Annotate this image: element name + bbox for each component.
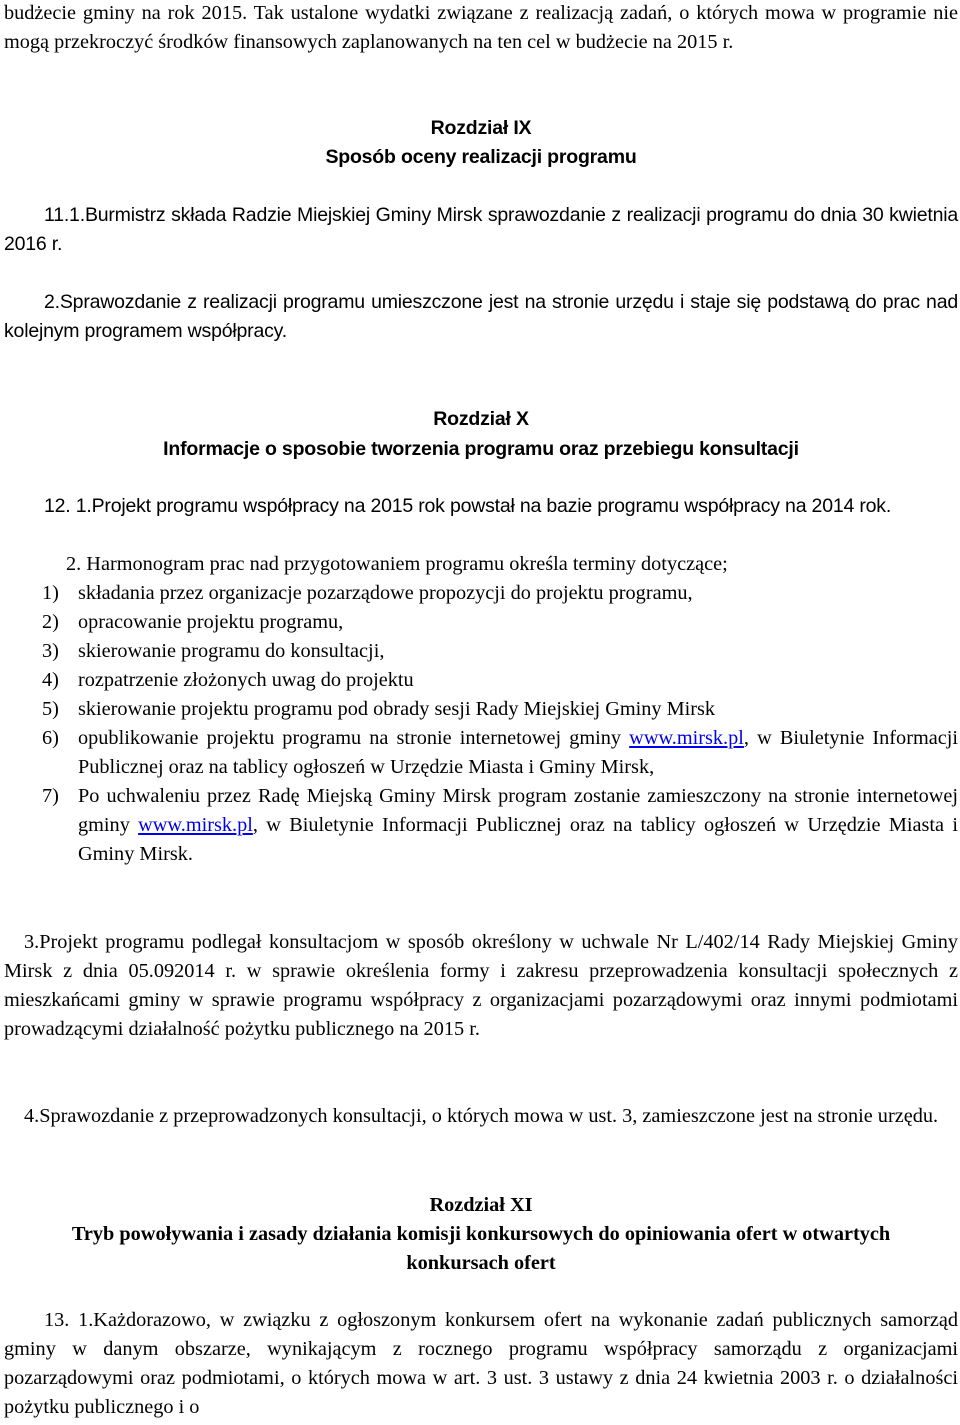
list-item-text: Po uchwaleniu przez Radę Miejską Gminy Mirsk program zostanie zamieszczony na stronie internetowej gminy bbox=[78, 785, 958, 836]
list-item-text: , w Biuletynie Informacji Publicznej oraz na tablicy ogłoszeń w Urzędzie Miasta i Gminy Mirsk, bbox=[78, 727, 958, 778]
ch9-p1-number: 11.1. bbox=[44, 204, 85, 226]
list-item-number: 2) bbox=[42, 611, 59, 633]
chapter-10-subtitle: Informacje o sposobie tworzenia programu oraz przebiegu konsultacji bbox=[163, 438, 799, 460]
chapter-11-title: Rozdział XI bbox=[429, 1194, 533, 1216]
list-item-number: 7) bbox=[42, 785, 59, 807]
ch10-p1-text: Projekt programu współpracy na 2015 rok powstał na bazie programu współpracy na 2014 rok. bbox=[91, 495, 892, 517]
list-item-number: 3) bbox=[42, 640, 59, 662]
ch10-paragraph-1 bbox=[4, 492, 958, 521]
list-item-text: skierowanie projektu programu pod obrady sesji Rady Miejskiej Gminy Mirsk bbox=[78, 698, 716, 720]
list-item bbox=[42, 695, 958, 724]
website-link[interactable]: www.mirsk.pl bbox=[629, 727, 744, 749]
list-item-number: 5) bbox=[42, 698, 59, 720]
list-item-text: rozpatrzenie złożonych uwag do projektu bbox=[78, 669, 414, 691]
list-item-text: , w Biuletynie Informacji Publicznej oraz na tablicy ogłoszeń w Urzędzie Miasta i Gminy Mirsk. bbox=[78, 814, 958, 865]
list-item-number: 4) bbox=[42, 669, 59, 691]
list-item bbox=[42, 782, 958, 869]
ch10-p1-number: 12. 1. bbox=[44, 495, 92, 517]
ch10-p4-number: 4. bbox=[24, 1105, 40, 1127]
list-item bbox=[42, 608, 958, 637]
ch10-p4-text: Sprawozdanie z przeprowadzonych konsultacji, o których mowa w ust. 3, zamieszczone jest na stronie urzędu. bbox=[39, 1105, 939, 1127]
chapter-9-subtitle: Sposób oceny realizacji programu bbox=[325, 146, 637, 168]
list-item bbox=[42, 637, 958, 666]
chapter-9-title: Rozdział IX bbox=[430, 117, 532, 139]
ch10-p2-text: Harmonogram prac nad przygotowaniem programu określa terminy dotyczące; bbox=[86, 553, 728, 575]
list-item bbox=[42, 579, 958, 608]
list-item-text: opublikowanie projektu programu na stronie internetowej gminy bbox=[78, 727, 630, 749]
ch11-p1-text: Każdorazowo, w związku z ogłoszonym konkursem ofert na wykonanie zadań publicznych samorząd gminy w danym obszarze, wynikającym z rocznego programu współpracy samorządu z organizacjami pozarządowymi oraz podmiotami, o których mowa w art. 3 ust. 3 ustawy z dnia 24 kwietnia 2003 r. o działalności pożytku publicznego i o bbox=[4, 1309, 958, 1418]
list-item-number: 6) bbox=[42, 727, 59, 749]
list-item bbox=[42, 666, 958, 695]
list-item-text: opracowanie projektu programu, bbox=[78, 611, 344, 633]
ch10-p3-text: Projekt programu podlegał konsultacjom w sposób określony w uchwale Nr L/402/14 Rady Miejskiej Gminy Mirsk z dnia 05.092014 r. w sprawie określenia formy i zakresu przeprowadzenia konsultacji społecznych z mieszkańcami gminy w sprawie programu współpracy z organizacjami pozarządowymi oraz innymi podmiotami prowadzącymi działalność pożytku publicznego na 2015 r. bbox=[4, 931, 958, 1040]
ch10-p3-number: 3. bbox=[24, 931, 40, 953]
ch9-p1-text: Burmistrz składa Radzie Miejskiej Gminy Mirsk sprawozdanie z realizacji programu do dnia 30 kwietnia 2016 r. bbox=[4, 204, 958, 255]
ch10-paragraph-3 bbox=[4, 928, 958, 1044]
ch9-p2-text: Sprawozdanie z realizacji programu umieszczone jest na stronie urzędu i staje się podstawą do prac nad kolejnym programem współpracy. bbox=[4, 291, 958, 342]
list-item-text: skierowanie programu do konsultacji, bbox=[78, 640, 385, 662]
ch11-paragraph-1 bbox=[4, 1306, 958, 1422]
intro-paragraph: budżecie gminy na rok 2015. Tak ustalone wydatki związane z realizacją zadań, o których mowa w programie nie mogą przekroczyć środków finansowych zaplanowanych na ten cel w budżecie na 2015 r. bbox=[4, 2, 958, 53]
ch9-p2-number: 2. bbox=[44, 291, 60, 313]
ch9-paragraph-1 bbox=[4, 201, 958, 259]
ch10-p2-number: 2. bbox=[66, 553, 82, 575]
ch10-paragraph-4 bbox=[4, 1102, 958, 1131]
chapter-10-title: Rozdział X bbox=[433, 408, 529, 430]
ch9-paragraph-2 bbox=[4, 288, 958, 346]
harmonogram-list bbox=[4, 579, 958, 869]
website-link[interactable]: www.mirsk.pl bbox=[138, 814, 253, 836]
list-item bbox=[42, 724, 958, 782]
ch11-p1-number: 13. 1. bbox=[44, 1309, 94, 1331]
list-item-number: 1) bbox=[42, 582, 59, 604]
chapter-11-subtitle: Tryb powoływania i zasady działania komisji konkursowych do opiniowania ofert w otwartych konkursach ofert bbox=[71, 1223, 891, 1274]
ch10-paragraph-2 bbox=[4, 550, 958, 579]
list-item-text: składania przez organizacje pozarządowe propozycji do projektu programu, bbox=[78, 582, 693, 604]
